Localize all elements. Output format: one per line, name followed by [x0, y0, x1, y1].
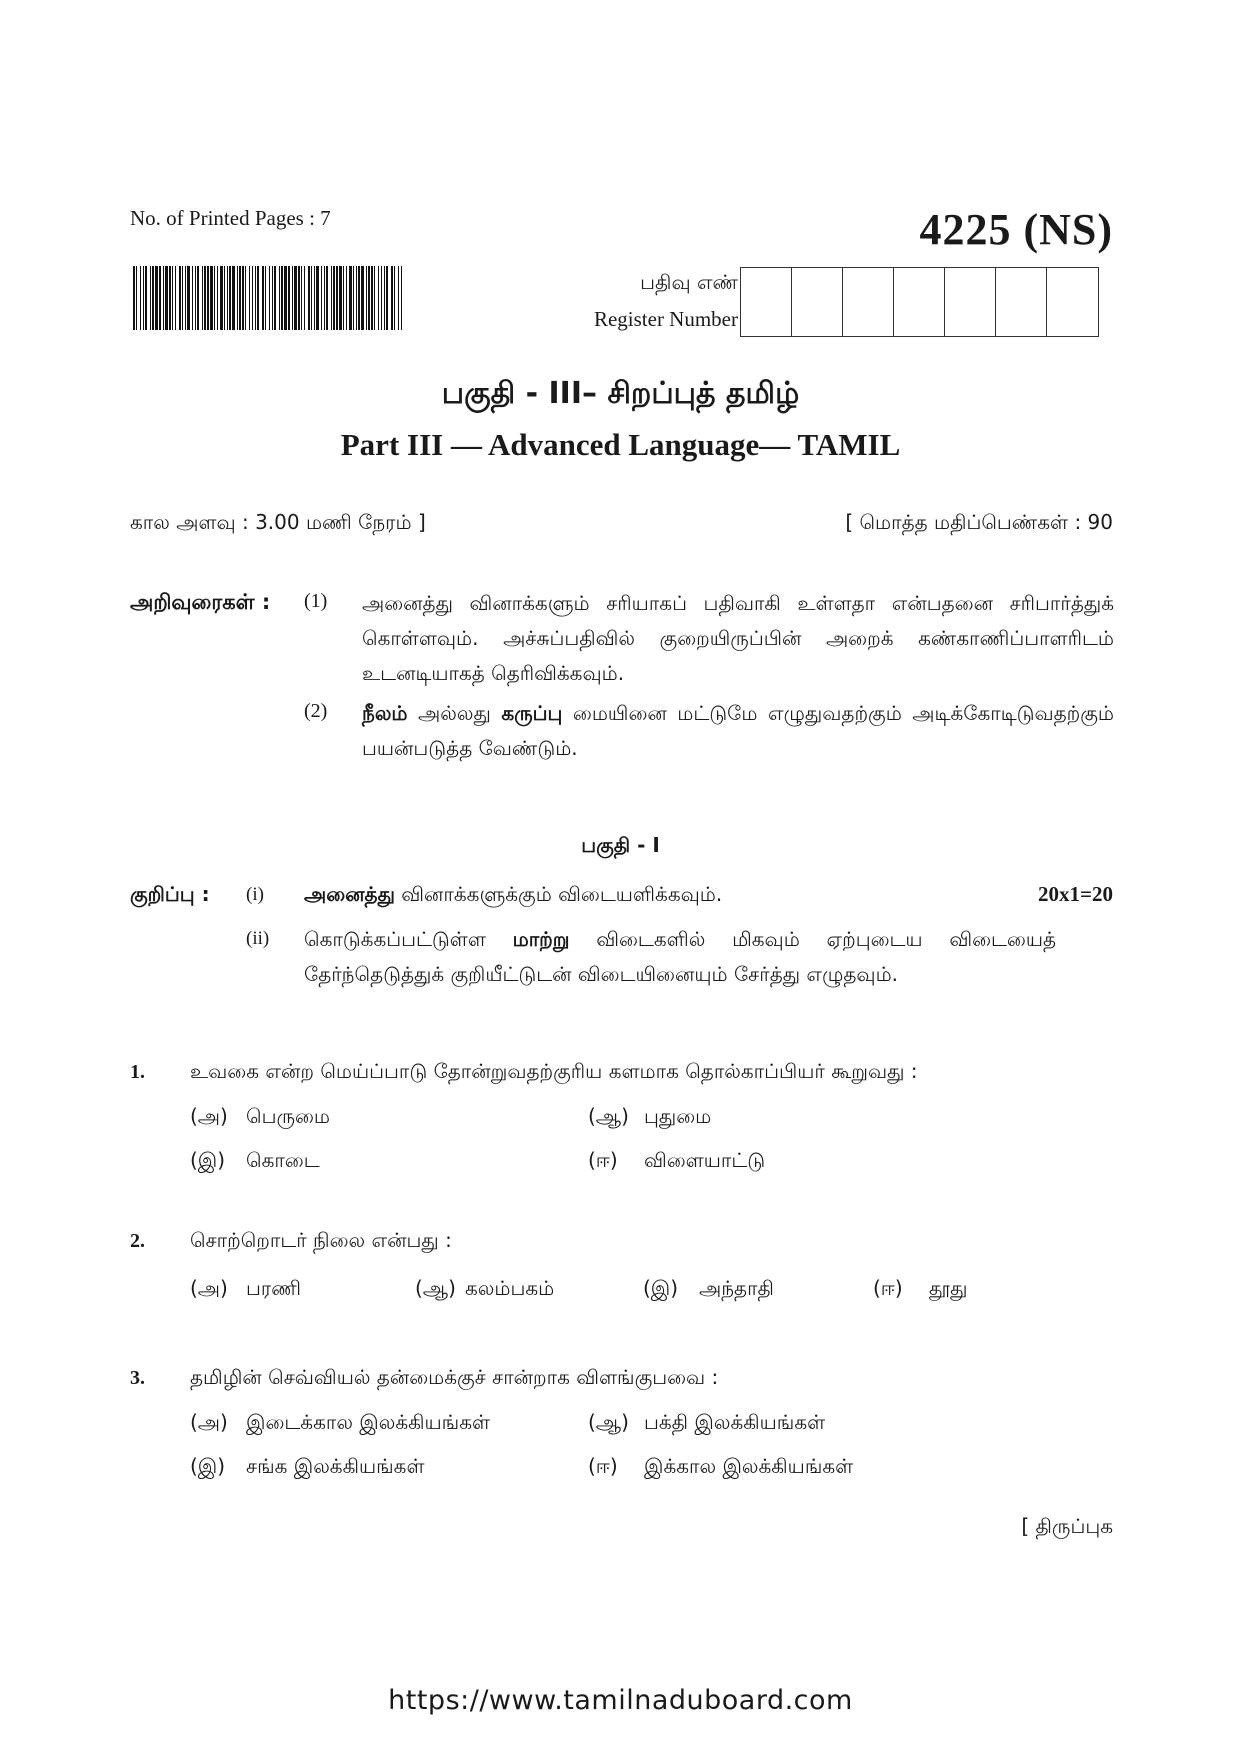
- answer-option: [588, 1454, 853, 1481]
- option-label: (இ): [190, 1148, 226, 1172]
- answer-option: [190, 1104, 330, 1131]
- register-digit-box: [996, 268, 1047, 336]
- option-label: (ஈ): [873, 1276, 903, 1300]
- option-label: (ஆ): [588, 1410, 629, 1434]
- question-text: சொற்றொடர் நிலை என்பது :: [190, 1228, 452, 1252]
- register-digit-box: [894, 268, 945, 336]
- answer-option: [643, 1276, 774, 1303]
- option-text: பரணி: [246, 1276, 301, 1300]
- paper-title-english: Part III — Advanced Language— TAMIL: [340, 427, 901, 462]
- note-text-part: கொடுக்கப்பட்டுள்ள: [304, 927, 513, 951]
- answer-option: [190, 1148, 320, 1175]
- answer-option: [190, 1276, 301, 1303]
- option-label: (ஈ): [588, 1148, 618, 1172]
- option-text: அந்தாதி: [699, 1276, 774, 1300]
- answer-option: [588, 1104, 711, 1131]
- note-label: குறிப்பு :: [130, 882, 210, 906]
- question-number: 3.: [130, 1367, 145, 1389]
- footer-url: https://www.tamilnaduboard.com: [388, 1685, 853, 1716]
- instruction-text: அனைத்து வினாக்களும் சரியாகப் பதிவாகி உள்ளதா என்பதனை சரிபார்த்துக் கொள்ளவும். அச்சுப்பதிவில் குறையிருப்பின் அறைக் கண்காணிப்பாளரிடம் உடனடியாகத் தெரிவிக்கவும்.: [362, 591, 1114, 685]
- answer-option: [588, 1410, 825, 1437]
- section-heading: பகுதி - I: [581, 833, 660, 857]
- note-number: (i): [246, 884, 264, 905]
- question-number: 2.: [130, 1230, 145, 1252]
- register-digit-box: [741, 268, 792, 336]
- option-text: தூது: [929, 1276, 968, 1300]
- option-label: (அ): [190, 1104, 228, 1128]
- barcode: [133, 266, 403, 330]
- option-text: பெருமை: [246, 1104, 331, 1128]
- question-number: 1.: [130, 1061, 145, 1083]
- instruction-number: (1): [304, 590, 328, 612]
- option-label: (ஆ): [415, 1276, 456, 1300]
- total-marks: [ மொத்த மதிப்பெண்கள் : 90: [845, 510, 1113, 534]
- ink-color-black: கருப்பு: [501, 701, 563, 725]
- option-text: கலம்பகம்: [465, 1276, 555, 1300]
- option-label: (அ): [190, 1276, 228, 1300]
- option-text: சங்க இலக்கியங்கள்: [246, 1454, 425, 1478]
- question-text: உவகை என்ற மெய்ப்பாடு தோன்றுவதற்குரிய களமாக தொல்காப்பியர் கூறுவது :: [190, 1059, 918, 1083]
- paper-code: 4225 (NS): [919, 205, 1113, 254]
- answer-option: [190, 1454, 425, 1481]
- register-digit-box: [1047, 268, 1098, 336]
- option-label: (ஆ): [588, 1104, 629, 1128]
- printed-pages-count: No. of Printed Pages : 7: [130, 206, 331, 230]
- instructions-label: அறிவுரைகள் :: [130, 590, 271, 614]
- option-text: விளையாட்டு: [644, 1148, 766, 1172]
- note-emphasis: அனைத்து: [304, 882, 395, 906]
- turn-over-note: [ திருப்புக: [1021, 1514, 1113, 1538]
- instruction-number: (2): [304, 700, 328, 722]
- option-text: கொடை: [246, 1148, 320, 1172]
- instruction-text-part: மையினை மட்டுமே எழுதுவதற்கும் அடிக்கோடிடுவதற்கும் பயன்படுத்த வேண்டும்.: [362, 701, 1114, 760]
- option-label: (ஈ): [588, 1454, 618, 1478]
- option-label: (இ): [190, 1454, 226, 1478]
- note-text-part: விடைகளில் மிகவும் ஏற்புடைய விடையைத் தேர்ந்தெடுத்துக் குறியீட்டுடன் விடையினையும் சேர்த்து எழுதவும்.: [304, 927, 1057, 986]
- register-number-boxes: [740, 267, 1099, 337]
- note-number: (ii): [246, 928, 270, 949]
- section-marks: 20x1=20: [1038, 882, 1113, 906]
- option-label: (அ): [190, 1410, 228, 1434]
- option-text: இக்கால இலக்கியங்கள்: [644, 1454, 854, 1478]
- note-emphasis: மாற்று: [512, 927, 570, 951]
- register-number-label: Register Number: [593, 307, 738, 331]
- register-digit-box: [945, 268, 996, 336]
- question-text: தமிழின் செவ்வியல் தன்மைக்குச் சான்றாக விளங்குபவை :: [190, 1365, 719, 1389]
- instruction-text-part: அல்லது: [407, 701, 502, 725]
- ink-color-blue: நீலம்: [362, 701, 408, 725]
- exam-duration: கால அளவு : 3.00 மணி நேரம் ]: [130, 510, 426, 534]
- register-digit-box: [792, 268, 843, 336]
- option-label: (இ): [643, 1276, 679, 1300]
- instruction-text: [362, 696, 1114, 766]
- note-text: [304, 922, 1056, 992]
- answer-option: [588, 1148, 765, 1175]
- note-text: [304, 882, 722, 909]
- option-text: புதுமை: [644, 1104, 712, 1128]
- paper-title-tamil: பகுதி - III– சிறப்புத் தமிழ்: [441, 376, 800, 411]
- answer-option: [190, 1410, 490, 1437]
- option-text: பக்தி இலக்கியங்கள்: [644, 1410, 826, 1434]
- option-text: இடைக்கால இலக்கியங்கள்: [246, 1410, 491, 1434]
- answer-option: [415, 1276, 554, 1303]
- register-digit-box: [843, 268, 894, 336]
- answer-option: [873, 1276, 967, 1303]
- note-text-part: வினாக்களுக்கும் விடையளிக்கவும்.: [394, 882, 723, 906]
- register-number-label-tamil: பதிவு எண்: [640, 270, 738, 294]
